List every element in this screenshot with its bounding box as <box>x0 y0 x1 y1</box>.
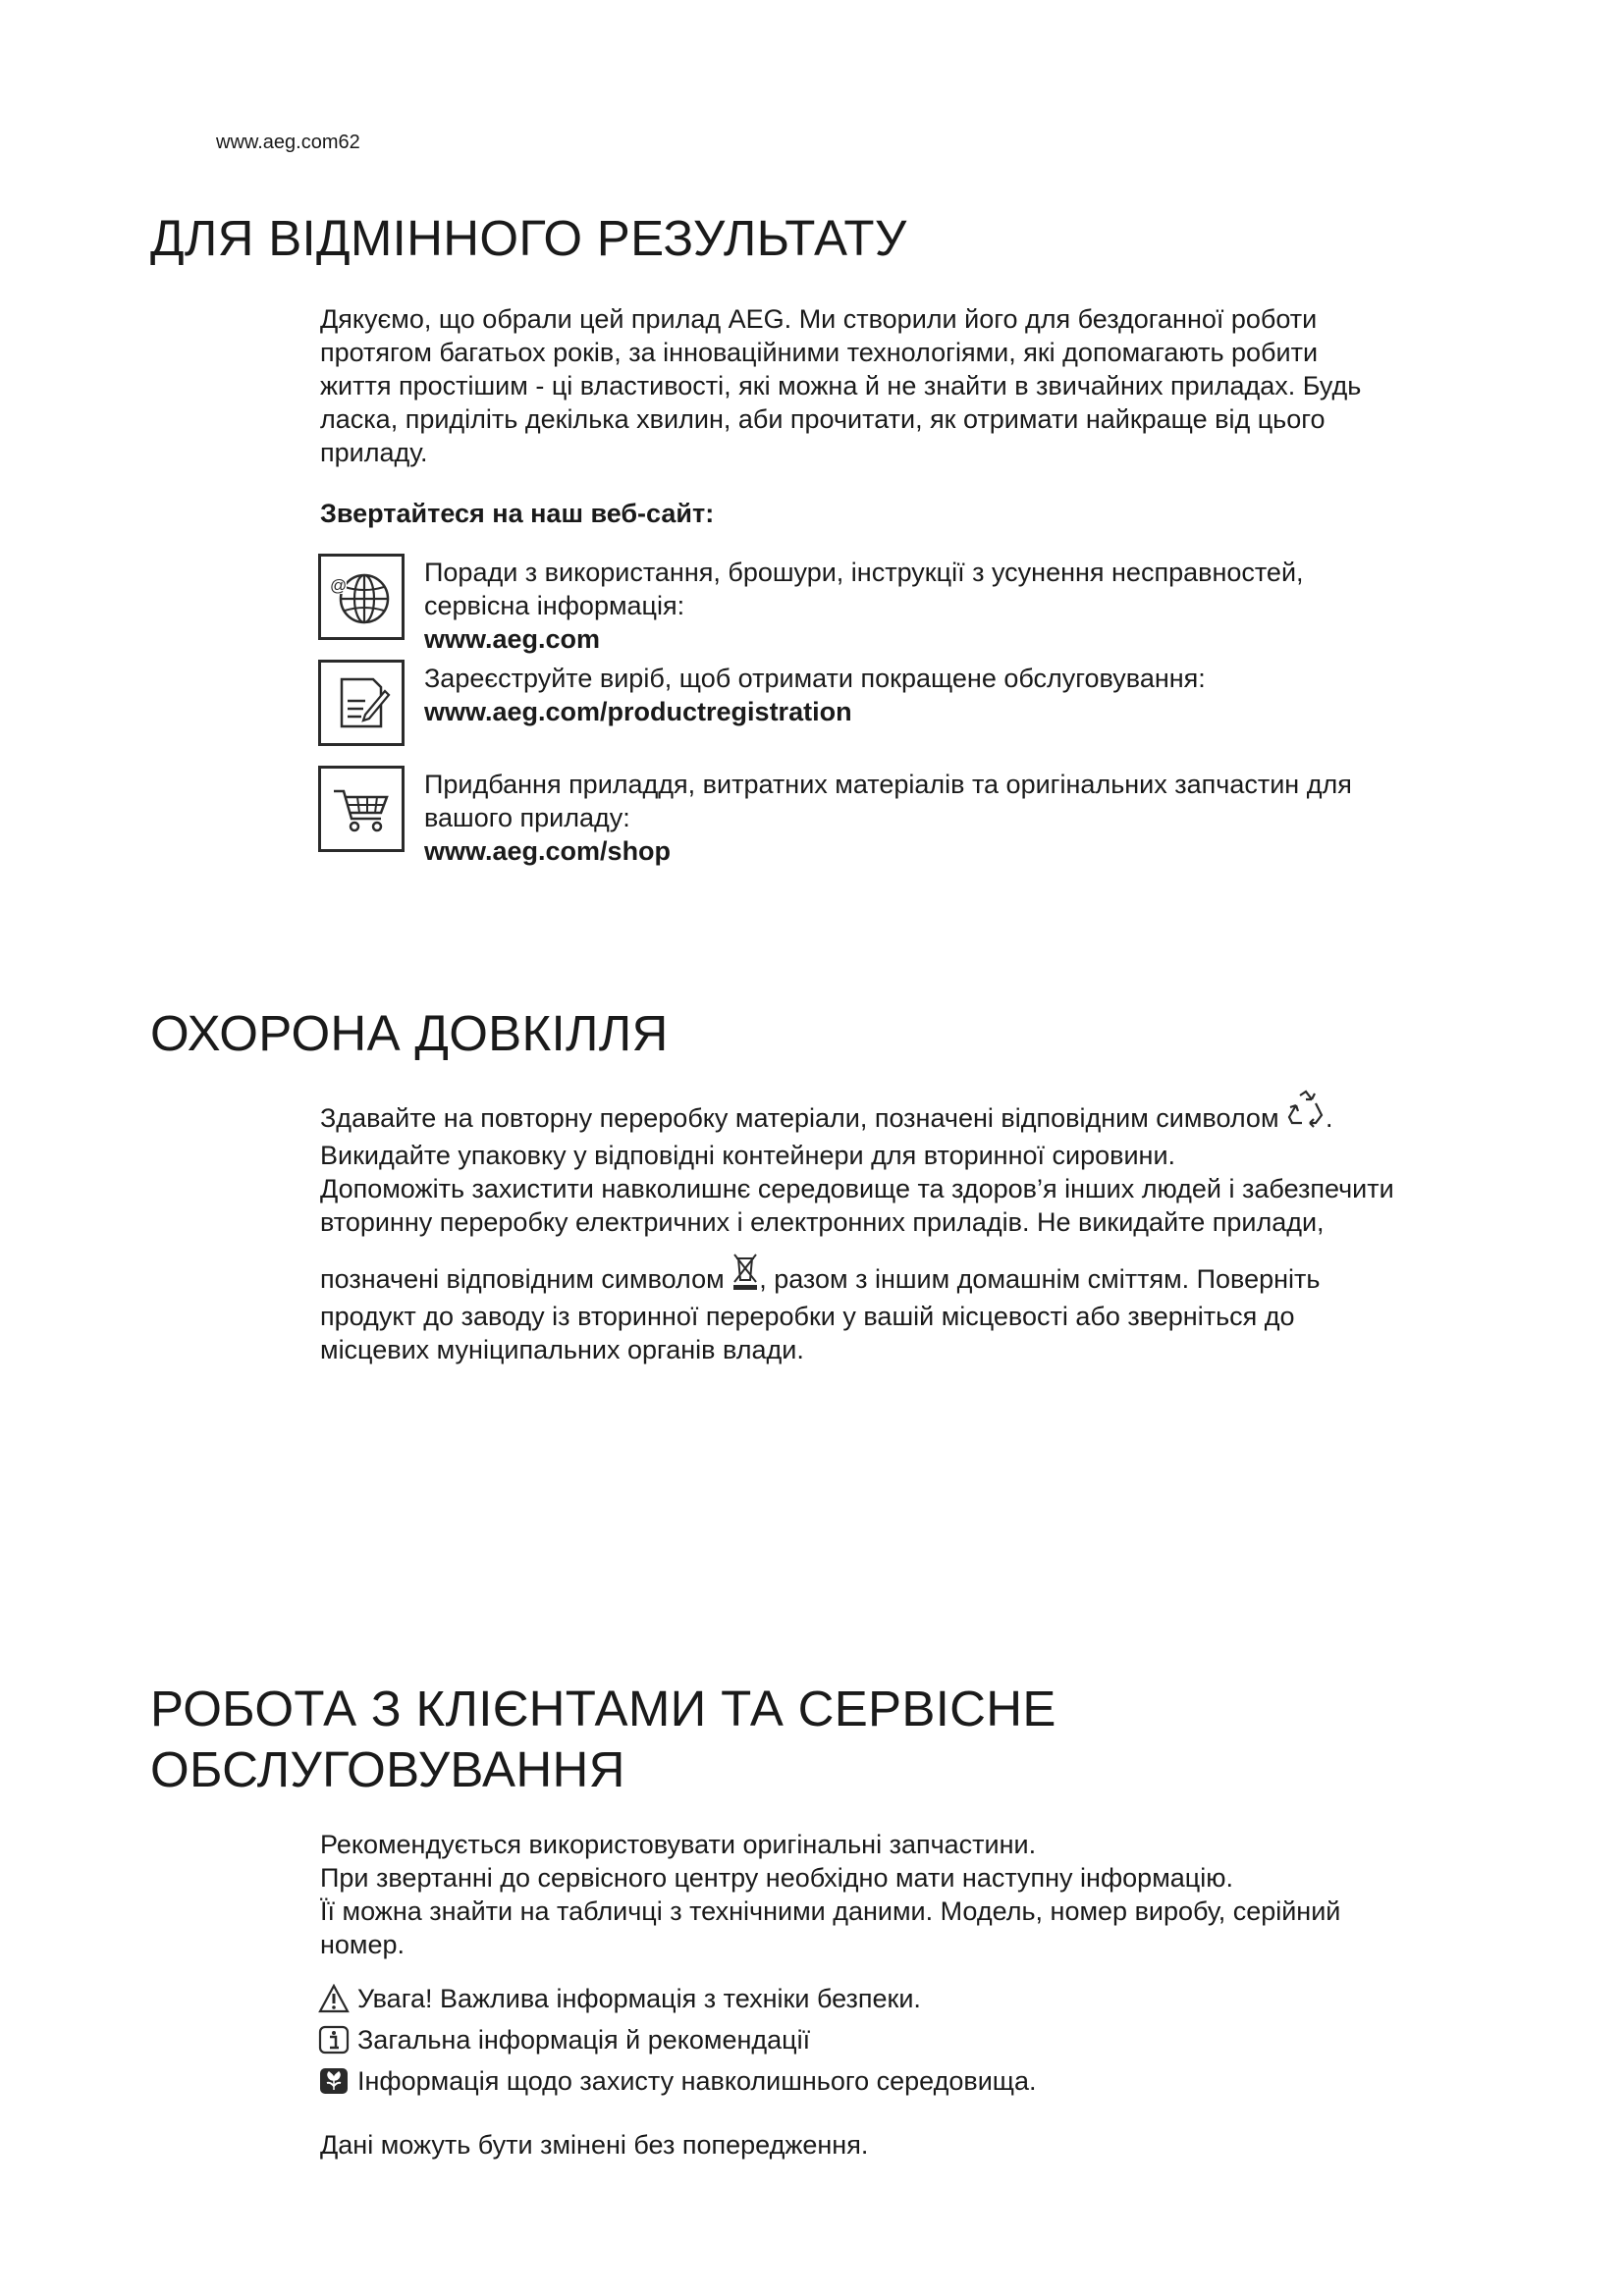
environment-line: Викидайте упаковку у відповідні контейнери для вторинної сировини. <box>320 1141 1176 1170</box>
recycle-icon <box>1286 1090 1326 1139</box>
section-title-service-line1: РОБОТА З КЛІЄНТАМИ ТА СЕРВІСНЕ <box>150 1681 1056 1736</box>
section-title-service-line2: ОБСЛУГОВУВАННЯ <box>150 1741 625 1797</box>
legend-text: Загальна інформація й рекомендації <box>357 2024 811 2055</box>
website-link-aeg[interactable]: www.aeg.com <box>424 624 601 654</box>
environment-line: позначені відповідним символом , разом з іншим домашнім сміттям. Поверніть <box>320 1253 1528 1300</box>
website-heading: Звертайтеся на наш веб-сайт: <box>320 499 715 528</box>
service-paragraph <box>320 1828 1528 1961</box>
footer-note: Дані можуть бути змінені без попередження. <box>320 2130 869 2160</box>
svg-text:@: @ <box>330 576 348 595</box>
warning-icon <box>318 1983 350 2014</box>
environment-line: Здавайте на повторну переробку матеріали, позначені відповідним символом . <box>320 1090 1528 1139</box>
legend-environment <box>318 2065 1037 2097</box>
intro-line: приладу. <box>320 438 428 467</box>
website-row-registration <box>318 660 1206 746</box>
website-description: вашого приладу: <box>424 803 630 832</box>
section-title-results: ДЛЯ ВІДМІННОГО РЕЗУЛЬТАТУ <box>150 210 907 266</box>
globe-icon <box>318 554 405 640</box>
intro-line: Дякуємо, що обрали цей прилад AEG. Ми створили його для бездоганної роботи <box>320 304 1318 334</box>
intro-line: ласка, приділіть декілька хвилин, аби прочитати, як отримати найкраще від цього <box>320 404 1326 434</box>
website-link-registration[interactable]: www.aeg.com/productregistration <box>424 697 852 726</box>
crossed-bin-icon <box>731 1253 759 1300</box>
environment-icon <box>318 2065 350 2097</box>
website-row-support <box>318 554 1304 656</box>
environment-line: продукт до заводу із вторинної переробки у вашій місцевості або зверніться до <box>320 1302 1295 1331</box>
environment-paragraph <box>320 1090 1528 1366</box>
intro-paragraph <box>320 302 1528 469</box>
environment-line: місцевих муніципальних органів влади. <box>320 1335 804 1364</box>
header-url: www.aeg.com62 <box>216 132 360 153</box>
website-description: сервісна інформація: <box>424 591 685 620</box>
website-description: Зареєструйте виріб, щоб отримати покращене обслуговування: <box>424 664 1206 693</box>
legend-info <box>318 2024 810 2056</box>
section-title-environment: ОХОРОНА ДОВКІЛЛЯ <box>150 1005 669 1061</box>
service-line: Її можна знайти на табличці з технічними даними. Модель, номер виробу, серійний <box>320 1896 1341 1926</box>
website-row-shop <box>318 766 1352 868</box>
legend-text: Увага! Важлива інформація з техніки безпеки. <box>357 1983 921 2013</box>
legend-warning <box>318 1983 921 2014</box>
service-line: Рекомендується використовувати оригінальні запчастини. <box>320 1830 1037 1859</box>
info-icon <box>318 2024 350 2056</box>
intro-line: життя простішим - ці властивості, які можна й не знайти в звичайних приладах. Будь <box>320 371 1362 400</box>
registration-icon <box>318 660 405 746</box>
environment-line: вторинну переробку електричних і електронних приладів. Не викидайте прилади, <box>320 1207 1325 1237</box>
website-link-shop[interactable]: www.aeg.com/shop <box>424 836 672 866</box>
website-description: Поради з використання, брошури, інструкції з усунення несправностей, <box>424 558 1304 587</box>
website-description: Придбання приладдя, витратних матеріалів та оригінальних запчастин для <box>424 770 1352 799</box>
environment-line: Допоможіть захистити навколишнє середовище та здоров’я інших людей і забезпечити <box>320 1174 1394 1203</box>
service-line: номер. <box>320 1930 406 1959</box>
legend-text: Інформація щодо захисту навколишнього середовища. <box>357 2065 1037 2096</box>
shopping-cart-icon <box>318 766 405 852</box>
intro-line: протягом багатьох років, за інноваційними технологіями, які допомагають робити <box>320 338 1319 367</box>
service-line: При звертанні до сервісного центру необхідно мати наступну інформацію. <box>320 1863 1233 1893</box>
